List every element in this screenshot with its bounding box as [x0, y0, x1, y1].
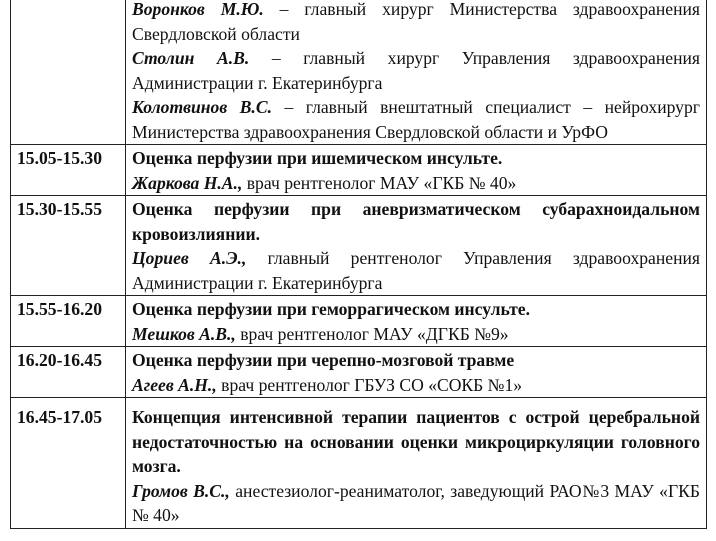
speaker-name: Мешков А.В.,: [132, 323, 236, 344]
topic-cell: [126, 296, 707, 347]
talk-title: Оценка перфузии при черепно-мозговой травме: [132, 350, 515, 370]
talk-title: Оценка перфузии при аневризматическом субарахноидальном кровоизлиянии.: [132, 199, 700, 244]
table-row: [11, 196, 707, 296]
speaker-name: Столин А.В.: [132, 48, 250, 68]
speaker-voronkov: [132, 0, 700, 46]
speaker-role: – главный хирург Управления здравоохранения Администрации г. Екатеринбурга: [132, 48, 700, 93]
program-table: [10, 0, 707, 529]
speaker-role: врач рентгенолог ГБУЗ СО «СОКБ №1»: [216, 374, 523, 395]
speaker-line: [132, 322, 700, 347]
speaker-role: главный рентгенолог Управления здравоохранения Администрации г. Екатеринбурга: [132, 248, 700, 293]
talk-title: Оценка перфузии при геморрагическом инсульте.: [132, 299, 530, 319]
topic-cell: [126, 347, 707, 398]
speaker-line: [132, 479, 700, 528]
speakers-cell: [126, 0, 707, 145]
topic-cell: [126, 398, 707, 529]
speaker-role: анестезиолог-реаниматолог, заведующий РАО№3 МАУ «ГКБ № 40»: [132, 480, 700, 525]
table-row-continued: [11, 0, 707, 145]
speaker-name: Громов В.С.,: [132, 480, 230, 501]
speaker-line: [132, 246, 700, 295]
speaker-name: Колотвинов В.С.: [132, 97, 272, 117]
time-cell: 16.45-17.05: [11, 398, 126, 529]
speaker-name: Цориев А.Э.,: [132, 248, 247, 268]
table-row: [11, 296, 707, 347]
time-cell: 15.05-15.30: [11, 145, 126, 196]
speaker-kolotvinov: [132, 95, 700, 144]
speaker-role: врач рентгенолог МАУ «ДГКБ №9»: [235, 323, 509, 344]
table-row: [11, 145, 707, 196]
time-cell: [11, 0, 126, 145]
topic-cell: [126, 196, 707, 296]
table-row: [11, 398, 707, 529]
speaker-role: – главный хирург Министерства здравоохранения Свердловской области: [132, 0, 701, 44]
speaker-role: врач рентгенолог МАУ «ГКБ № 40»: [242, 172, 517, 193]
table-row: [11, 347, 707, 398]
talk-title: Концепция интенсивной терапии пациентов с острой церебральной недостаточностью на основании оценки микроциркуляции головного мозга.: [132, 407, 700, 476]
speaker-line: [132, 373, 700, 398]
speaker-name: Жаркова Н.А.,: [132, 172, 243, 193]
topic-cell: [126, 145, 707, 196]
talk-title: Оценка перфузии при ишемическом инсульте.: [132, 148, 503, 168]
speaker-line: [132, 171, 700, 196]
time-cell: 16.20-16.45: [11, 347, 126, 398]
time-cell: 15.55-16.20: [11, 296, 126, 347]
time-cell: 15.30-15.55: [11, 196, 126, 296]
speaker-role: – главный внештатный специалист – нейрохирург Министерства здравоохранения Свердловской области и УрФО: [132, 97, 700, 142]
speaker-name: Воронков М.Ю.: [132, 0, 264, 19]
speaker-stolin: [132, 46, 700, 95]
speaker-name: Агеев А.Н.,: [132, 374, 217, 395]
